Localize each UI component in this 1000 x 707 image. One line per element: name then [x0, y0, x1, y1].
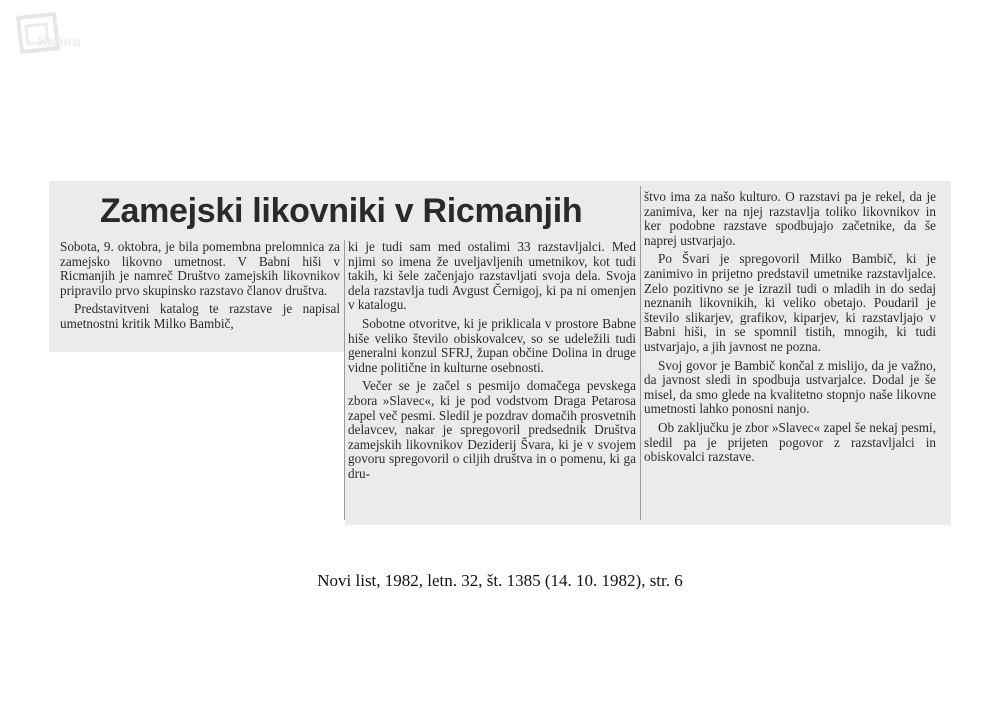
paragraph: Svoj govor je Bambič končal z mislijo, da je važno, da javnost sledi in spodbuja ustvarjalce. Dodal je še misel, da smo glede na kvalitetno stopnjo naše likovne umetnosti lahko ponosni nanjo.	[644, 357, 936, 417]
paragraph: Sobota, 9. oktobra, je bila pomembna prelomnica za zamejsko likovno umetnost. V Babni hiši v Ricmanjih je namreč Društvo zamejskih likovnikov pripravilo prvo skupinsko razstavo članov društva.	[60, 239, 340, 298]
article-title: Zamejski likovniki v Ricmanjih	[100, 192, 583, 230]
paragraph: Sobotne otvoritve, ki je priklicala v prostore Babne hiše veliko število obiskovalcev, so se udeležili tudi generalni konzul SFRJ, župan občine Dolina in druge vidne politične in kulturne osebnosti.	[348, 315, 636, 375]
column-divider	[640, 186, 641, 520]
article-column-1	[60, 240, 340, 332]
article-column-3	[644, 190, 936, 465]
source-caption: Novi list, 1982, letn. 32, št. 1385 (14. 10. 1982), str. 6	[317, 571, 683, 590]
paragraph: Predstavitveni katalog te razstave je napisal umetnostni kritik Milko Bambič,	[60, 301, 340, 331]
paragraph: ki je tudi sam med ostalimi 33 razstavljalci. Med njimi so imena že uveljavljenih umetnikov, kot tudi takih, ki šele začenjajo razstavljati svoja dela. Svoja dela razstavlja tudi Avgust Černigoj, ki pa ni omenjen v katalogu.	[348, 239, 636, 313]
paragraph: štvo ima za našo kulturo. O razstavi pa je rekel, da je zanimiva, ker na njej razstavlja toliko likovnikov in ker podobne razstave spodbujajo začetnike, da še naprej ustvarjajo.	[644, 189, 936, 248]
column-divider	[344, 240, 345, 520]
paragraph: Ob zaključku je zbor »Slavec« zapel še nekaj pesmi, sledil pa je prijeten pogovor z razstavljalci in obiskovalci razstave.	[644, 419, 936, 465]
clipping-blank-area	[49, 352, 345, 525]
kamra-logo-text: Kamra	[38, 34, 81, 49]
paragraph: Po Švari je spregovoril Milko Bambič, ki je zanimivo in prijetno predstavil umetnike razstavljalce. Zelo pozitivno se je izrazil tudi o mladih in do sedaj neznanih likovnikih, ki veliko obetajo. Poudaril je število slikarjev, grafikov, kiparjev, ki razstavljajo v Babni hiši, in se spomnil tistih, mnogih, ki tudi ustvarjajo, a jih javnost ne pozna.	[644, 251, 936, 354]
article-column-2	[348, 240, 636, 482]
paragraph: Večer se je začel s pesmijo domačega pevskega zbora »Slavec«, ki je pod vodstvom Draga Petarosa zapel več pesmi. Sledil je pozdrav domačih prosvetnih delavcev, nakar je spregovoril predsednik Društva zamejskih likovnikov Deziderij Švara, ki je v svojem govoru spregovoril o ciljih društva in o pomenu, ki ga dru-	[348, 378, 636, 481]
